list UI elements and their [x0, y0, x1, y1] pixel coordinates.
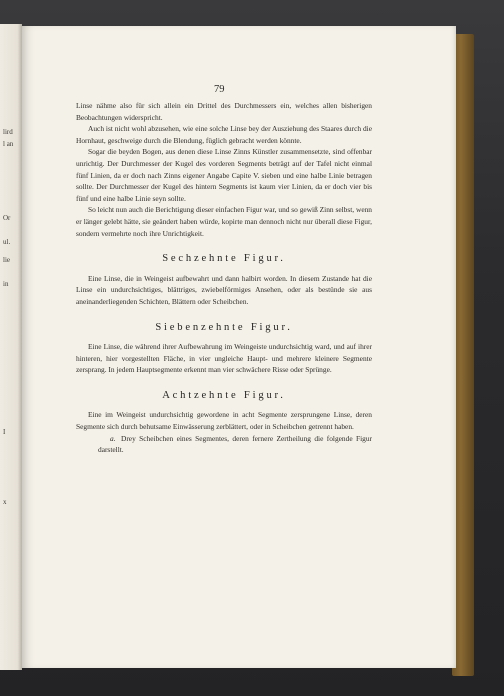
- left-page-fragment: I: [3, 428, 6, 436]
- paragraph: Linse nähme also für sich allein ein Drittel des Durchmessers ein, welches allen bisherigen Beobachtungen widerspricht.: [76, 101, 372, 122]
- page-number: 79: [214, 84, 225, 95]
- list-item-text: Drey Scheibchen eines Segmentes, deren fernere Zertheilung die folgende Figur darstellt.: [98, 433, 372, 455]
- paragraph: Eine Linse, die während ihrer Aufbewahrung im Weingeiste undurchsichtig ward, und auf ihrer hinteren, hier vorgestellten Fläche, in vier ungleiche Haupt- und mehrere kleinere Segmente zersprang. In jedem Hauptsegmente erkennt man vier schwächere Risse oder Sprünge.: [76, 342, 372, 375]
- paragraph: Eine im Weingeist undurchsichtig gewordene in acht Segmente zersprungene Linse, deren Segmente sich durch behutsame Einwässerung zerblättert, oder in Scheibchen getrennt haben.: [76, 410, 372, 432]
- left-page-fragment: l an: [3, 140, 14, 148]
- left-page-fragment: in: [3, 280, 9, 288]
- list-item: [76, 433, 372, 456]
- left-page-edge: [0, 24, 22, 670]
- paragraph: Eine Linse, die in Weingeist aufbewahrt und dann halbirt worden. In diesem Zustande hat die Linse ein undurchsichtiges, blättriges, zwiebelförmiges Ansehen, oder als bestünde sie aus aneinanderliegenden Schichten, Blättern oder Scheibchen.: [76, 273, 372, 306]
- paragraph: So leicht nun auch die Berichtigung dieser einfachen Figur war, und so gewiß Zinn selbst, wenn er länger gelebt hätte, sie geändert haben würde, kopirte man dennoch nicht nur überall diese Figur, sondern vermehrte noch ihre Unrichtigkeit.: [76, 205, 372, 238]
- section-heading: Achtzehnte Figur.: [162, 389, 286, 401]
- paragraph: Sogar die beyden Bogen, aus denen diese Linse Zinns Künstler zusammensetzte, sind offenbar unrichtig. Der Durchmesser der Kugel des vorderen Segments beträgt auf der Tafel nicht einmal fünf Linien, da er doch nach Zinns eigener Angabe Capite V. sieben und eine halbe Linie betragen sollte. Der Durchmesser der Kugel des hintern Segments ist kaum vier Linien, da er doch vier bis fünf und eine halbe Linie seyn sollte.: [76, 147, 372, 203]
- paragraph: Auch ist nicht wohl abzusehen, wie eine solche Linse bey der Ausziehung des Staares durch die Hornhaut, geschweige durch die Blendung, füglich gebracht werden könnte.: [76, 124, 372, 145]
- left-page-fragment: lird: [3, 128, 13, 136]
- left-page-fragment: ul.: [3, 238, 11, 246]
- page-text: [76, 100, 372, 456]
- section-heading: Sechzehnte Figur.: [162, 253, 286, 265]
- left-page-fragment: lie: [3, 256, 10, 264]
- left-page-fragment: Or: [3, 214, 11, 222]
- left-page-fragment: x: [3, 498, 7, 506]
- list-item-marker: a.: [110, 433, 116, 443]
- section-heading: Siebenzehnte Figur.: [155, 321, 293, 333]
